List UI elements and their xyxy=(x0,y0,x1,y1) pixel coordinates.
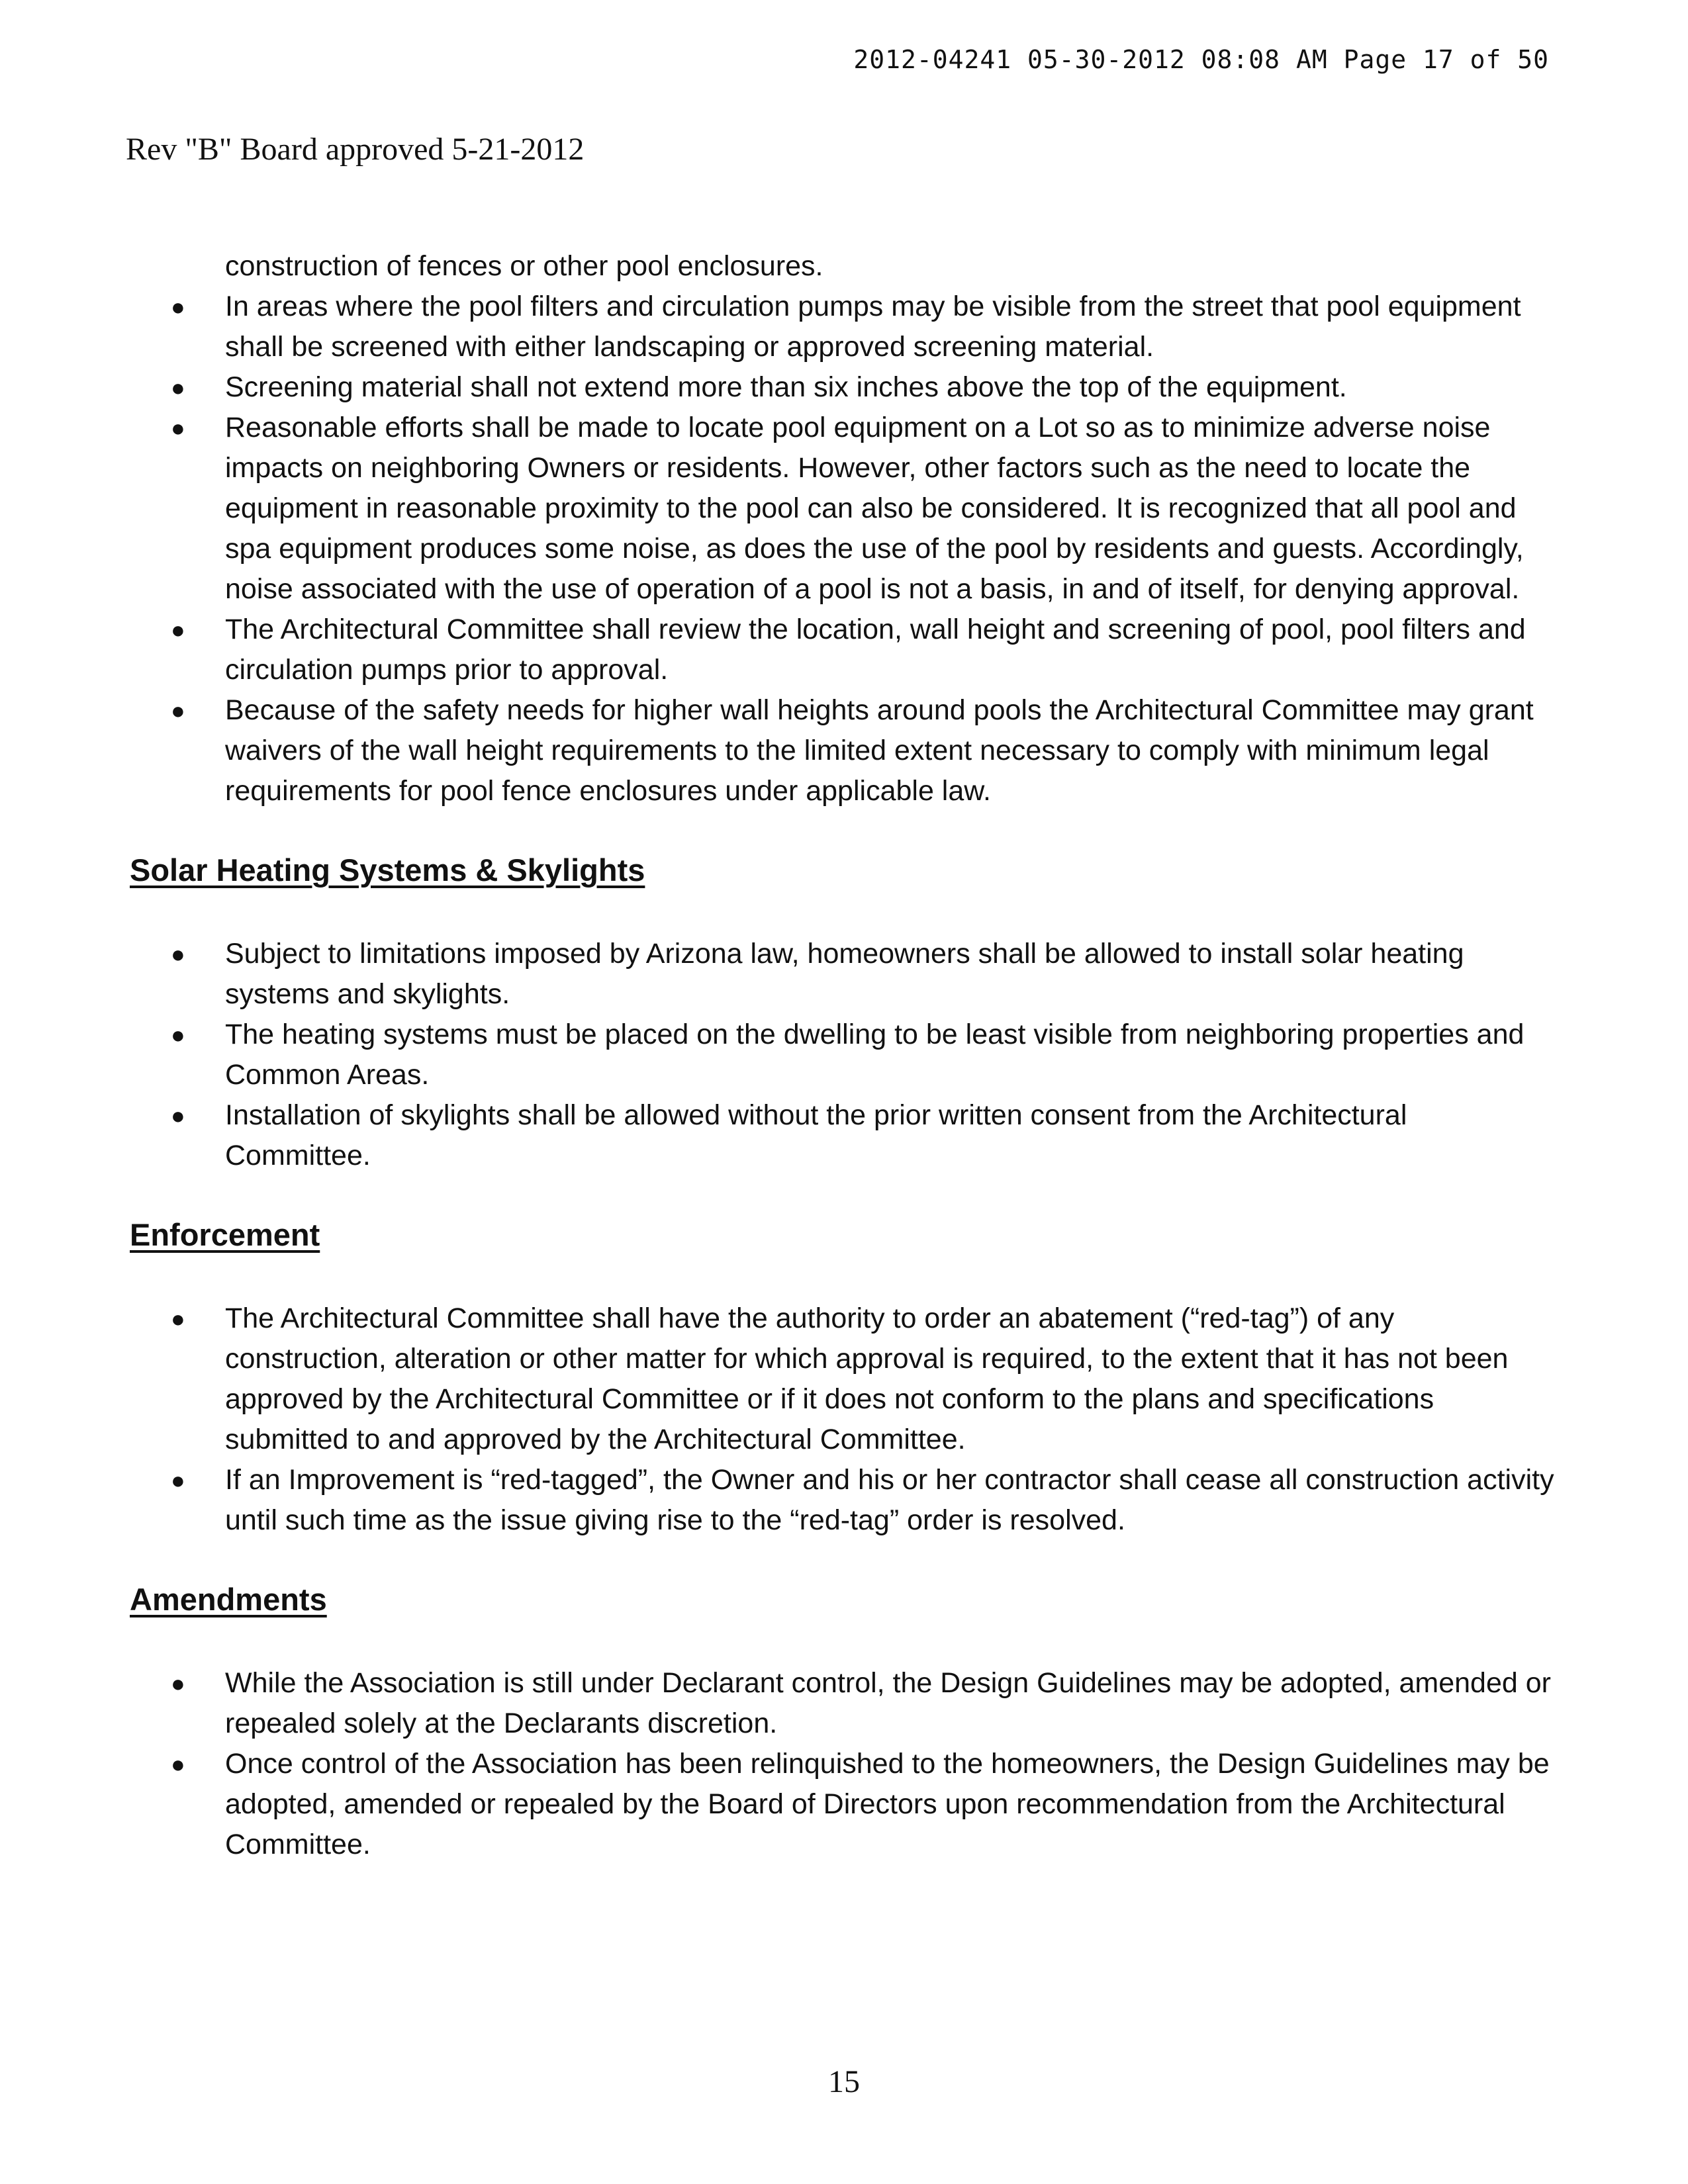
list-item-text: In areas where the pool filters and circulation pumps may be visible from the street that pool equipment shall be screened with either landscaping or approved screening material. xyxy=(225,291,1521,363)
recording-stamp: 2012-04241 05-30-2012 08:08 AM Page 17 of 50 xyxy=(853,45,1549,74)
list-item-text: The Architectural Committee shall have the authority to order an abatement (“red-tag”) of any construction, alteration or other matter for which approval is required, to the extent that it has not been approved by the Architectural Committee or if it does not conform to the plans and specifications submitted to and approved by the Architectural Committee. xyxy=(225,1302,1509,1455)
revision-note: Rev "B" Board approved 5-21-2012 xyxy=(126,132,585,167)
list-item xyxy=(130,1015,1560,1095)
list-item xyxy=(130,1298,1560,1460)
list-item xyxy=(130,367,1560,408)
continued-text: construction of fences or other pool enclosures. xyxy=(225,250,823,282)
list-item-text: The heating systems must be placed on the dwelling to be least visible from neighboring properties and Common Areas. xyxy=(225,1019,1524,1091)
section-heading-enforcement: Enforcement xyxy=(130,1217,320,1252)
list-item xyxy=(130,610,1560,690)
bullet-icon: ● xyxy=(171,1102,185,1129)
list-item xyxy=(130,1460,1560,1541)
list-item-text: Because of the safety needs for higher wall heights around pools the Architectural Committee may grant waivers of the wall height requirements to the limited extent necessary to comply with minimum legal requirements for pool fence enclosures under applicable law. xyxy=(225,694,1534,807)
list-item xyxy=(130,1095,1560,1176)
amendments-list xyxy=(130,1663,1560,1865)
list-item-text: The Architectural Committee shall review the location, wall height and screening of pool, pool filters and circulation pumps prior to approval. xyxy=(225,614,1526,686)
list-item-text: Subject to limitations imposed by Arizona law, homeowners shall be allowed to install solar heating systems and skylights. xyxy=(225,938,1464,1010)
bullet-icon: ● xyxy=(171,374,185,401)
enforcement-list xyxy=(130,1298,1560,1541)
bullet-icon: ● xyxy=(171,1021,185,1048)
list-item-text: Once control of the Association has been relinquished to the homeowners, the Design Guidelines may be adopted, amended or repealed by the Board of Directors upon recommendation from the Architectural Committee. xyxy=(225,1748,1550,1860)
list-item xyxy=(130,690,1560,811)
section-heading-amendments: Amendments xyxy=(130,1582,327,1617)
list-item-text: If an Improvement is “red-tagged”, the Owner and his or her contractor shall cease all construction activity until such time as the issue giving rise to the “red-tag” order is resolved. xyxy=(225,1464,1554,1536)
document-body xyxy=(130,246,1560,1865)
list-item xyxy=(130,1744,1560,1865)
bullet-icon: ● xyxy=(171,1751,185,1778)
bullet-icon: ● xyxy=(171,940,185,968)
list-item xyxy=(130,408,1560,610)
pool-equipment-list xyxy=(130,287,1560,811)
list-item-text: Screening material shall not extend more than six inches above the top of the equipment. xyxy=(225,371,1347,403)
section-heading-solar: Solar Heating Systems & Skylights xyxy=(130,852,645,887)
bullet-icon: ● xyxy=(171,414,185,441)
list-item xyxy=(130,287,1560,367)
list-item-text: While the Association is still under Declarant control, the Design Guidelines may be adopted, amended or repealed solely at the Declarants discretion. xyxy=(225,1667,1551,1739)
bullet-icon: ● xyxy=(171,293,185,320)
list-item-text: Installation of skylights shall be allowed without the prior written consent from the Architectural Committee. xyxy=(225,1099,1407,1171)
list-item-text: Reasonable efforts shall be made to locate pool equipment on a Lot so as to minimize adverse noise impacts on neighboring Owners or residents. However, other factors such as the need to locate the equipment in reasonable proximity to the pool can also be considered. It is recognized that all pool and spa equipment produces some noise, as does the use of the pool by residents and guests. Accordingly, noise associated with the use of operation of a pool is not a basis, in and of itself, for denying approval. xyxy=(225,412,1524,605)
bullet-icon: ● xyxy=(171,616,185,643)
bullet-icon: ● xyxy=(171,1467,185,1494)
list-item xyxy=(130,1663,1560,1744)
bullet-icon: ● xyxy=(171,1305,185,1332)
list-item xyxy=(130,934,1560,1015)
bullet-icon: ● xyxy=(171,697,185,724)
solar-list xyxy=(130,934,1560,1176)
page-number: 15 xyxy=(828,2064,860,2099)
bullet-icon: ● xyxy=(171,1670,185,1697)
